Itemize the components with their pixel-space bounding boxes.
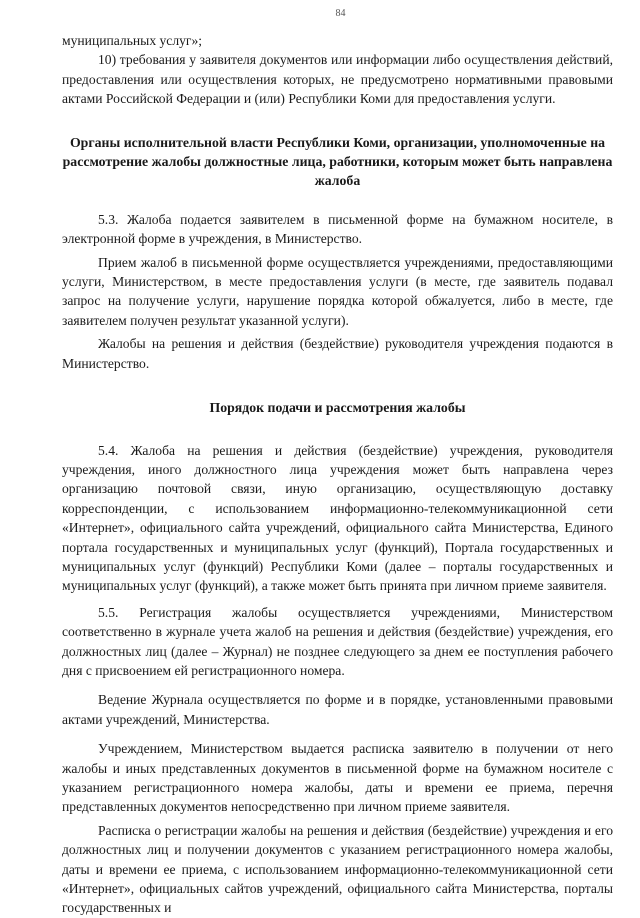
paragraph-reception: Прием жалоб в письменной форме осуществляется учреждениями, предоставляющими услуги, Министерством, в месте предоставления услуги (в месте, где заявитель подавал запрос на получение услуги, нарушение порядка которой обжалуется, либо в месте, где заявителем получен результат указанной услуги). <box>62 254 613 328</box>
paragraph-head-complaints: Жалобы на решения и действия (бездействие) руководителя учреждения подаются в Министерство. <box>62 336 613 371</box>
page-number: 84 <box>335 8 346 19</box>
intro-item-10: 10) требования у заявителя документов или информации либо осуществления действий, предоставления или осуществления которых, не предусмотрено нормативными правовыми актами Российской Федерации и (или) Республики Коми для предоставления услуги. <box>62 52 613 107</box>
paragraph-receipt: Учреждением, Министерством выдается расписка заявителю в получении от него жалобы и иных представленных документов в письменной форме на бумажном носителе с указанием регистрационного номера жалобы, даты и времени ее приема, перечня представленных документов непосредственно при личном приеме заявителя. <box>62 741 613 815</box>
paragraph-5-3: 5.3. Жалоба подается заявителем в письменной форме на бумажном носителе, в электронной форме в учреждения, в Министерство. <box>62 211 613 247</box>
section-heading-procedure: Порядок подачи и рассмотрения жалобы <box>209 400 466 416</box>
paragraph-5-4: 5.4. Жалоба на решения и действия (бездействие) учреждения, руководителя учреждения, иного должностного лица учреждения может быть направлена через организацию почтовой связи, иную организацию, осуществляющую доставку корреспонденции, с использованием информационно-телекоммуникационной сети «Интернет», официального сайта учреждений, официального сайта Министерства, Единого портала государственных и муниципальных услуг (функций), Портала государственных и муниципальных услуг (функций) Республики Коми (далее – порталы государственных и муниципальных услуг (функций), а также может быть принята при личном приеме заявителя. <box>62 442 613 594</box>
section-heading-authorities: Органы исполнительной власти Республики Коми, организации, уполномоченные на рассмотрение жалобы должностные лица, работники, которым может быть направлена жалоба <box>62 134 613 189</box>
paragraph-registration-receipt: Расписка о регистрации жалобы на решения и действия (бездействие) учреждения и его должностных лиц и получении документов с указанием регистрационного номера жалобы, даты и времени ее приема, с использованием информационно-телекоммуникационной сети «Интернет», официальных сайтов учреждений, официального сайта Министерства, порталы государственных и <box>62 822 613 916</box>
paragraph-journal: Ведение Журнала осуществляется по форме и в порядке, установленными правовыми актами учреждений, Министерства. <box>62 692 613 727</box>
intro-line-tail: муниципальных услуг»; <box>62 33 203 48</box>
paragraph-5-5: 5.5. Регистрация жалобы осуществляется учреждениями, Министерством соответственно в журнале учета жалоб на решения и действия (бездействие) учреждения, его должностных лиц (далее – Журнал) не позднее следующего за днем ее поступления рабочего дня с присвоением ей регистрационного номера. <box>62 604 613 678</box>
